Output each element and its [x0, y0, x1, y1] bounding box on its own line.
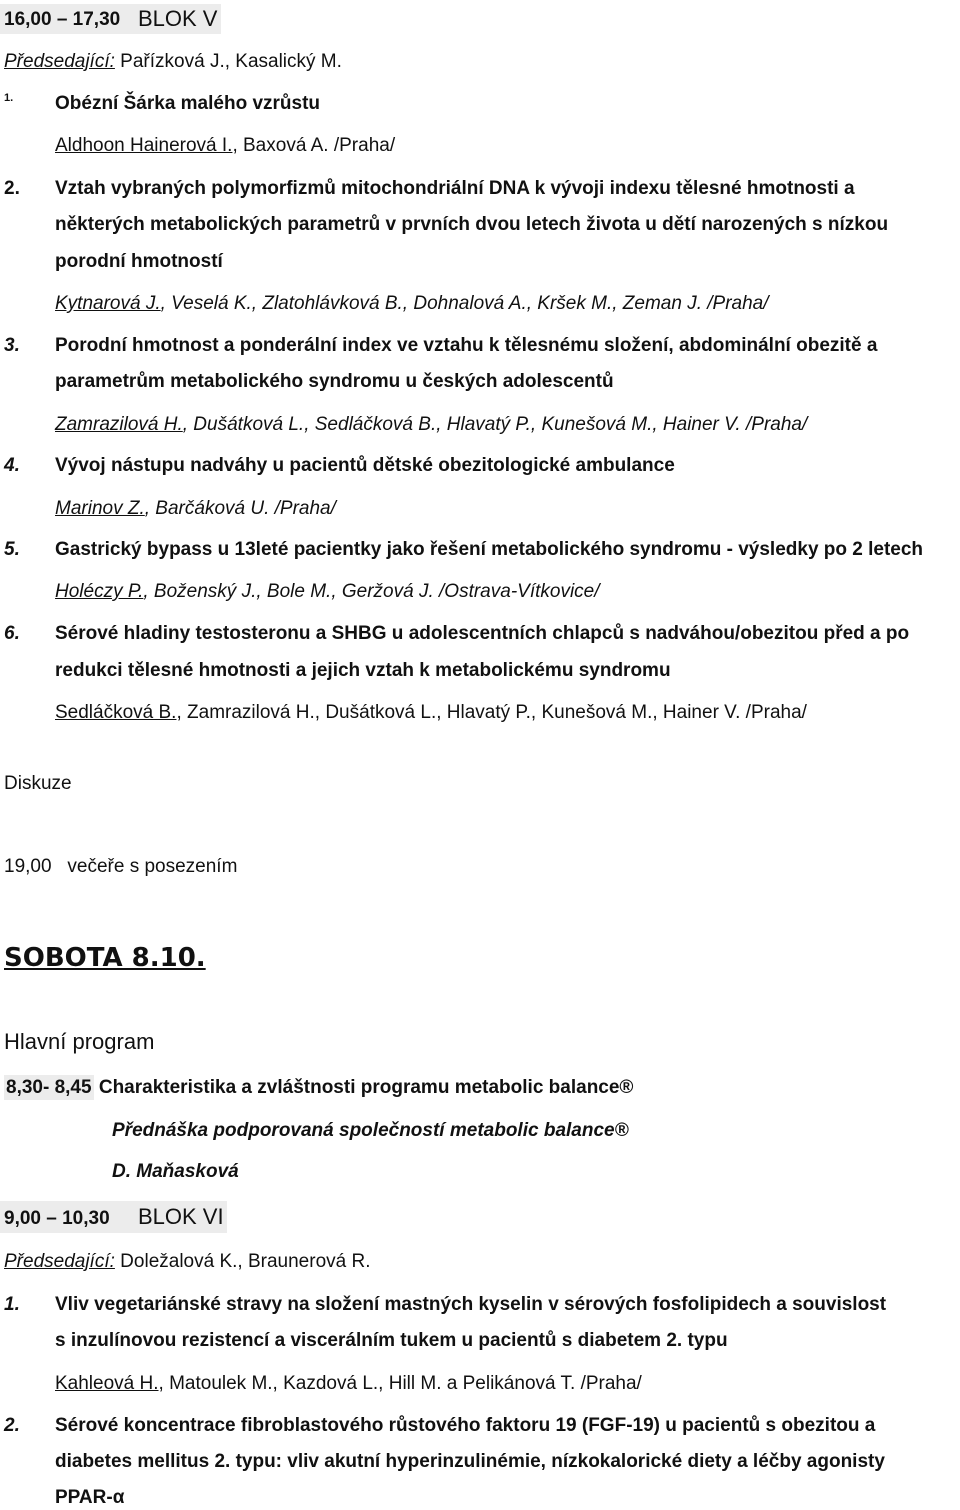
- block5-chairs: [4, 50, 342, 74]
- item-title-line: PPAR-α: [55, 1487, 125, 1508]
- other-authors: , Matoulek M., Kazdová L., Hill M. a Pelikánová T. /Praha/: [158, 1373, 642, 1394]
- item-number: 6.: [4, 623, 20, 644]
- item-title-line: porodní hmotností: [55, 251, 223, 272]
- first-author: Aldhoon Hainerová I.: [55, 135, 233, 156]
- discussion: Diskuze: [4, 773, 72, 794]
- item-title-line: Vztah vybraných polymorfizmů mitochondriální DNA k vývoji indexu tělesné hmotnosti a: [55, 178, 855, 199]
- first-author: Sedláčková B.: [55, 702, 177, 723]
- item-title-line: Vývoj nástupu nadváhy u pacientů dětské obezitologické ambulance: [55, 455, 675, 476]
- block5-header: [0, 4, 221, 34]
- item-number: 2.: [4, 1415, 20, 1436]
- item-title-line: parametrům metabolického syndromu u českých adolescentů: [55, 371, 614, 392]
- first-author: Kahleová H.: [55, 1373, 159, 1394]
- item-number: 2.: [4, 178, 20, 199]
- chairs-names: Doležalová K., Braunerová R.: [114, 1251, 371, 1272]
- item-title-line: Porodní hmotnost a ponderální index ve vztahu k tělesnému složení, abdominální obezitě a: [55, 335, 878, 356]
- lecture-line: [4, 1076, 633, 1100]
- block6-time: 9,00 – 10,30: [4, 1208, 110, 1229]
- item-title-line: redukci tělesné hmotnosti a jejich vztah k metabolickému syndromu: [55, 660, 671, 681]
- item-number: 4.: [4, 455, 20, 476]
- first-author: Zamrazilová H.: [55, 414, 183, 435]
- lecture-title: Charakteristika a zvláštnosti programu metabolic balance®: [93, 1077, 634, 1098]
- item-authors: [55, 413, 807, 437]
- item-number: 5.: [4, 539, 20, 560]
- saturday-heading: SOBOTA 8.10.: [4, 943, 206, 973]
- other-authors: , Zamrazilová H., Dušátková L., Hlavatý P., Kunešová M., Hainer V. /Praha/: [176, 702, 807, 723]
- item-title-line: diabetes mellitus 2. typu: vliv akutní hyperinzulinémie, nízkokalorické diety a léčby agonisty: [55, 1451, 885, 1472]
- item-authors: [55, 580, 600, 604]
- lecture-sponsor: Přednáška podporovaná společností metabolic balance®: [112, 1120, 629, 1141]
- chairs-label: Předsedající:: [4, 1251, 115, 1272]
- block5-title: BLOK V: [138, 6, 218, 31]
- main-program-heading: Hlavní program: [4, 1029, 155, 1054]
- block6-header: [0, 1201, 227, 1233]
- item-title-line: s inzulínovou rezistencí a viscerálním tukem u pacientů s diabetem 2. typu: [55, 1330, 728, 1351]
- chairs-label: Předsedající:: [4, 51, 115, 72]
- item-title-line: Vliv vegetariánské stravy na složení mastných kyselin v sérových fosfolipidech a souvislost: [55, 1294, 887, 1315]
- item-authors: [55, 1372, 642, 1396]
- first-author: Kytnarová J.: [55, 293, 161, 314]
- item-authors: [55, 701, 807, 725]
- other-authors: , Barčáková U. /Praha/: [144, 498, 336, 519]
- other-authors: , Boženský J., Bole M., Geržová J. /Ostrava-Vítkovice/: [143, 581, 600, 602]
- item-number: 3.: [4, 335, 20, 356]
- item-authors: [55, 292, 769, 316]
- first-author: Marinov Z.: [55, 498, 145, 519]
- other-authors: , Baxová A. /Praha/: [232, 135, 396, 156]
- item-authors: [55, 134, 395, 158]
- lecture-time: 8,30- 8,45: [6, 1077, 92, 1098]
- block6-title: BLOK VI: [138, 1204, 224, 1229]
- lecture-speaker: D. Maňasková: [112, 1161, 239, 1182]
- item-authors: [55, 497, 336, 521]
- item-number: 1.: [4, 1294, 20, 1315]
- chairs-names: Pařízková J., Kasalický M.: [114, 51, 342, 72]
- block6-chairs: [4, 1250, 370, 1274]
- item-title-line: některých metabolických parametrů v prvních dvou letech života u dětí narozených s nízkou: [55, 214, 889, 235]
- other-authors: , Veselá K., Zlatohlávková B., Dohnalová A., Kršek M., Zeman J. /Praha/: [160, 293, 769, 314]
- item-title: Obézní Šárka malého vzrůstu: [55, 93, 321, 114]
- block5-time: 16,00 – 17,30: [4, 9, 121, 30]
- dinner: 19,00 večeře s posezením: [4, 856, 238, 877]
- item-title-line: Sérové hladiny testosteronu a SHBG u adolescentních chlapců s nadváhou/obezitou před a po: [55, 623, 910, 644]
- first-author: Holéczy P.: [55, 581, 144, 602]
- other-authors: , Dušátková L., Sedláčková B., Hlavatý P., Kunešová M., Hainer V. /Praha/: [182, 414, 808, 435]
- item-number: 1.: [4, 92, 14, 104]
- item-title-line: Sérové koncentrace fibroblastového růstového faktoru 19 (FGF-19) u pacientů s obezitou a: [55, 1415, 876, 1436]
- item-title-line: Gastrický bypass u 13leté pacientky jako řešení metabolického syndromu - výsledky po 2 letech: [55, 539, 924, 560]
